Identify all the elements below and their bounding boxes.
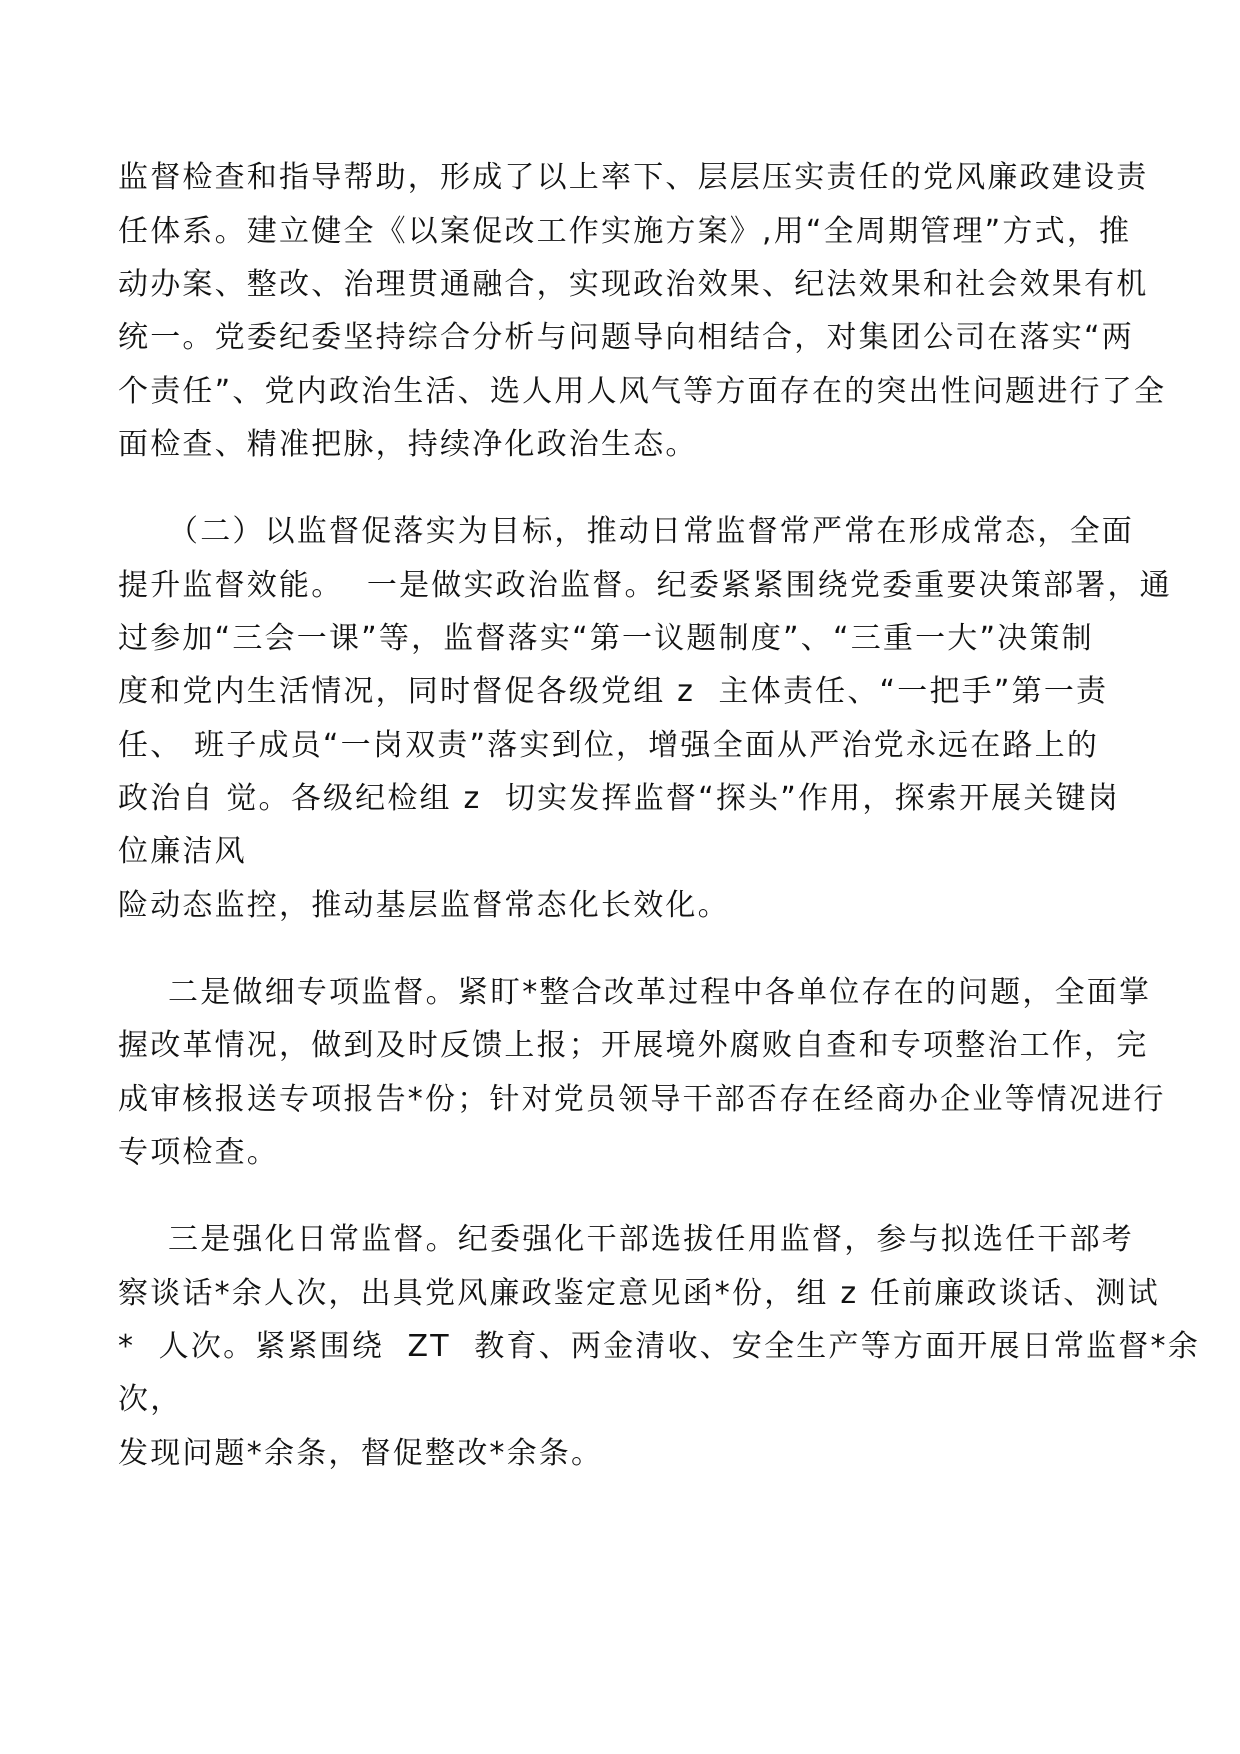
text-line: 动办案、整改、治理贯通融合，实现政治效果、纪法效果和社会效果有机	[118, 267, 1149, 302]
text-line: 次，	[118, 1382, 183, 1417]
text-line: 政治自 觉。各级纪检组 z 切实发挥监督“探头”作用，探索开展关键岗	[118, 781, 1120, 816]
text-line: 险动态监控，推动基层监督常态化长效化。	[118, 888, 730, 923]
text-line: 度和党内生活情况，同时督促各级党组 z 主体责任、“一把手”第一责	[118, 674, 1109, 709]
text-line: 统一。党委纪委坚持综合分析与问题导向相结合，对集团公司在落实“两	[118, 320, 1134, 355]
text-line: 专项检查。	[118, 1135, 279, 1170]
section-heading-line: （二）以监督促落实为目标，推动日常监督常严常在形成常态，全面	[168, 514, 1134, 549]
text-line: 提升监督效能。 一是做实政治监督。纪委紧紧围绕党委重要决策部署，通	[118, 568, 1172, 603]
text-line: 发现问题*余条，督促整改*余条。	[118, 1436, 604, 1471]
text-line: 位廉洁风	[118, 834, 247, 869]
text-line: 察谈话*余人次，出具党风廉政鉴定意见函*份，组 z 任前廉政谈话、测试	[118, 1276, 1160, 1311]
text-line: 任、 班子成员“一岗双责”落实到位，增强全面从严治党永远在路上的	[118, 728, 1100, 763]
paragraph-first-line: 三是强化日常监督。纪委强化干部选拔任用监督，参与拟选任干部考	[168, 1222, 1134, 1257]
text-line: 监督检查和指导帮助，形成了以上率下、层层压实责任的党风廉政建设责	[118, 160, 1149, 195]
text-line: 任体系。建立健全《以案促改工作实施方案》,用“全周期管理”方式，推	[118, 214, 1132, 249]
paragraph-first-line: 二是做细专项监督。紧盯*整合改革过程中各单位存在的问题，全面掌	[168, 975, 1152, 1010]
text-line: 个责任”、党内政治生活、选人用人风气等方面存在的突出性问题进行了全	[118, 374, 1167, 409]
text-line: 成审核报送专项报告*份；针对党员领导干部否存在经商办企业等情况进行	[118, 1082, 1166, 1117]
text-line: 握改革情况，做到及时反馈上报；开展境外腐败自查和专项整治工作，完	[118, 1028, 1149, 1063]
text-line: * 人次。紧紧围绕 ZT 教育、两金清收、安全生产等方面开展日常监督*余	[118, 1329, 1200, 1364]
text-line: 过参加“三会一课”等，监督落实“第一议题制度”、“三重一大”决策制	[118, 621, 1094, 656]
text-line: 面检查、精准把脉，持续净化政治生态。	[118, 427, 698, 462]
